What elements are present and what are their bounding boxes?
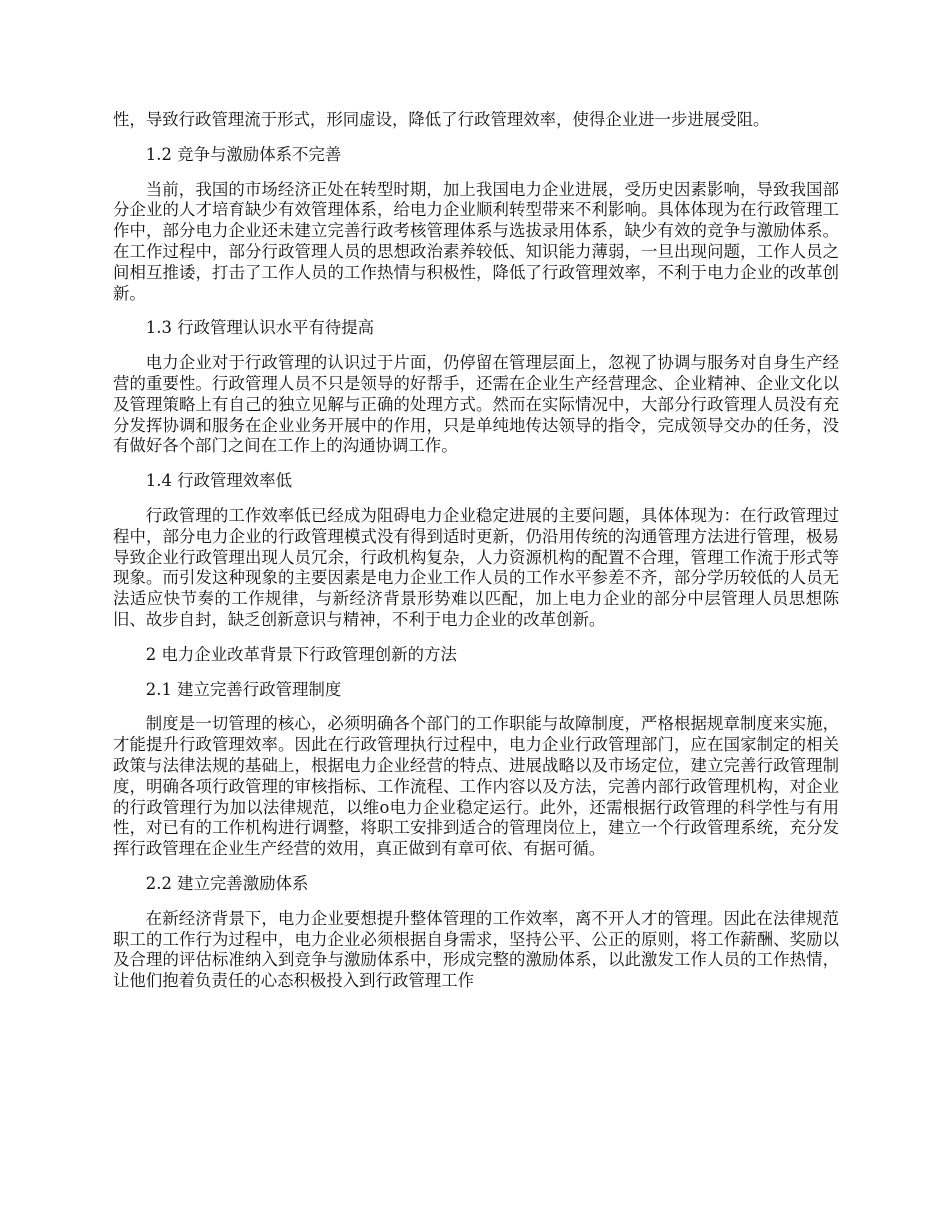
section-heading-1-3: 1.3 行政管理认识水平有待提高 [145,318,375,338]
section-heading-1-2: 1.2 竞争与激励体系不完善 [145,144,342,164]
document-body [113,110,839,992]
paragraph: 制度是一切管理的核心，必须明确各个部门的工作职能与故障制度，严格根据规章制度来实施，才能提升行政管理效率。因此在行政管理执行过程中，电力企业行政管理部门，应在国家制定的相关政策与法律法规的基础上，根据电力企业经营的特点、进展战略以及市场定位，建立完善行政管理制度，明确各项行政管理的审核指标、工作流程、工作内容以及方法，完善内部行政管理机构，对企业的行政管理行为加以法律规范，以维o电力企业稳定运行。此外，还需根据行政管理的科学性与有用性，对已有的工作机构进行调整，将职工安排到适合的管理岗位上，建立一个行政管理系统，充分发挥行政管理在企业生产经营的效用，真正做到有章可依、有据可循。 [113,714,839,859]
paragraph: 行政管理的工作效率低已经成为阻碍电力企业稳定进展的主要问题，具体体现为：在行政管理过程中，部分电力企业的行政管理模式没有得到适时更新，仍沿用传统的沟通管理方法进行管理，极易导致企业行政管理出现人员冗余，行政机构复杂，人力资源机构的配置不合理，管理工作流于形式等现象。而引发这种现象的主要因素是电力企业工作人员的工作水平参差不齐，部分学历较低的人员无法适应快节奏的工作规律，与新经济背景形势难以匹配，加上电力企业的部分中层管理人员思想陈旧、故步自封，缺乏创新意识与精神，不利于电力企业的改革创新。 [113,505,839,629]
paragraph: 电力企业对于行政管理的认识过于片面，仍停留在管理层面上，忽视了协调与服务对自身生产经营的重要性。行政管理人员不只是领导的好帮手，还需在企业生产经营理念、企业精神、企业文化以及管理策略上有自己的独立见解与正确的处理方式。然而在实际情况中，大部分行政管理人员没有充分发挥协调和服务在企业业务开展中的作用，只是单纯地传达领导的指令，完成领导交办的任务，没有做好各个部门之间在工作上的沟通协调工作。 [113,353,839,456]
section-heading-2: 2 电力企业改革背景下行政管理创新的方法 [145,644,457,664]
section-heading-1-4: 1.4 行政管理效率低 [145,471,293,491]
paragraph: 当前，我国的市场经济正处在转型时期，加上我国电力企业进展，受历史因素影响，导致我国部分企业的人才培育缺少有效管理体系，给电力企业顺利转型带来不利影响。具体体现为在行政管理工作中，部分电力企业还未建立完善行政考核管理体系与选拔录用体系，缺少有效的竞争与激励体系。在工作过程中，部分行政管理人员的思想政治素养较低、知识能力薄弱，一旦出现问题，工作人员之间相互推诿，打击了工作人员的工作热情与积极性，降低了行政管理效率，不利于电力企业的改革创新。 [113,179,839,303]
section-heading-2-1: 2.1 建立完善行政管理制度 [145,679,342,699]
paragraph-continued: 性，导致行政管理流于形式，形同虚设，降低了行政管理效率，使得企业进一步进展受阻。 [113,110,770,129]
section-heading-2-2: 2.2 建立完善激励体系 [145,873,309,893]
paragraph: 在新经济背景下，电力企业要想提升整体管理的工作效率，离不开人才的管理。因此在法律规范职工的工作行为过程中，电力企业必须根据自身需求，坚持公平、公正的原则，将工作薪酬、奖励以及合理的评估标准纳入到竞争与激励体系中，形成完整的激励体系，以此激发工作人员的工作热情，让他们抱着负责任的心态积极投入到行政管理工作 [113,908,839,991]
